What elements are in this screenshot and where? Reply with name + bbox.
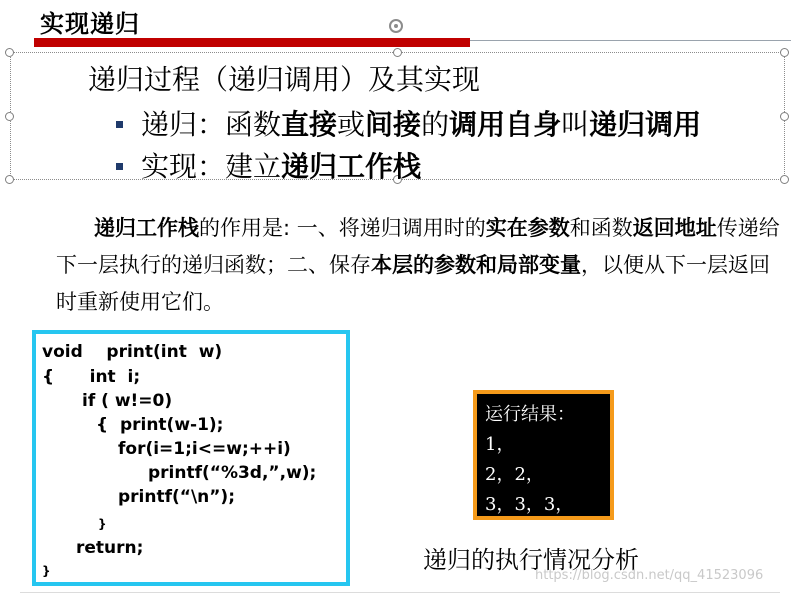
title-rule (470, 40, 791, 41)
code-line: if ( w!=0) (82, 391, 173, 411)
result-line: 2，2， (485, 464, 544, 485)
text: 递归：函数 (141, 108, 282, 141)
code-line: void print(int w) (42, 342, 223, 362)
bold-text: 调用自身 (449, 108, 562, 141)
code-line: } (42, 564, 51, 578)
bullet-marker-icon (116, 163, 123, 170)
watermark: https://blog.csdn.net/qq_41523096 (535, 568, 764, 583)
rotate-handle-icon[interactable] (389, 19, 403, 33)
code-line: { print(w-1); (96, 415, 224, 435)
bold-text: 递归调用 (589, 108, 702, 141)
code-line: } (98, 517, 107, 531)
text: ，以便从下一层返回时重新使用它们。 (56, 253, 770, 314)
code-line: { int i; (42, 367, 141, 387)
bullet-marker-icon (116, 121, 123, 128)
result-line: 1， (485, 434, 515, 455)
text: 实现：建立 (141, 150, 282, 183)
bold-text: 递归工作栈 (94, 216, 199, 240)
analysis-caption: 递归的执行情况分析 (423, 546, 639, 574)
resize-handle-top-left[interactable] (5, 48, 14, 57)
resize-handle-bottom-left[interactable] (5, 175, 14, 184)
result-line: 3，3，3， (485, 494, 574, 515)
text: 和函数 (569, 216, 633, 240)
resize-handle-top-right[interactable] (780, 48, 789, 57)
bold-text: 间接 (365, 108, 422, 141)
run-result-box (473, 390, 614, 520)
bold-text: 直接 (281, 108, 338, 141)
text: 的作用是: 一、将递归调用时的 (199, 216, 486, 240)
code-line: return; (76, 538, 144, 558)
text: 传递给下一层执行的递归函数；二、保存 (56, 216, 780, 277)
code-block (32, 330, 350, 586)
result-line: 运行结果： (485, 404, 575, 425)
resize-handle-right[interactable] (780, 112, 789, 121)
bullet-recursion-definition (116, 103, 701, 143)
code-line: for(i=1;i<=w;++i) (118, 439, 291, 459)
code-line: printf(“\n”); (118, 487, 235, 507)
bold-text: 递归工作栈 (281, 150, 422, 183)
slide-title: 实现递归 (40, 10, 140, 38)
code-line: printf(“%3d,”,w); (148, 463, 317, 483)
stack-description-paragraph (56, 210, 781, 321)
bold-text: 本层的参数和局部变量 (371, 253, 581, 277)
title-underline (34, 38, 470, 47)
outline-heading: 递归过程（递归调用）及其实现 (88, 63, 481, 96)
resize-handle-left[interactable] (5, 112, 14, 121)
text: 的 (421, 108, 450, 141)
bold-text: 实在参数 (485, 216, 570, 240)
text: 或 (337, 108, 366, 141)
bullet-implementation (116, 145, 421, 185)
resize-handle-bottom-right[interactable] (780, 175, 789, 184)
text: 叫 (561, 108, 590, 141)
bold-text: 返回地址 (632, 216, 717, 240)
bottom-divider (20, 592, 780, 593)
resize-handle-top[interactable] (393, 48, 402, 57)
